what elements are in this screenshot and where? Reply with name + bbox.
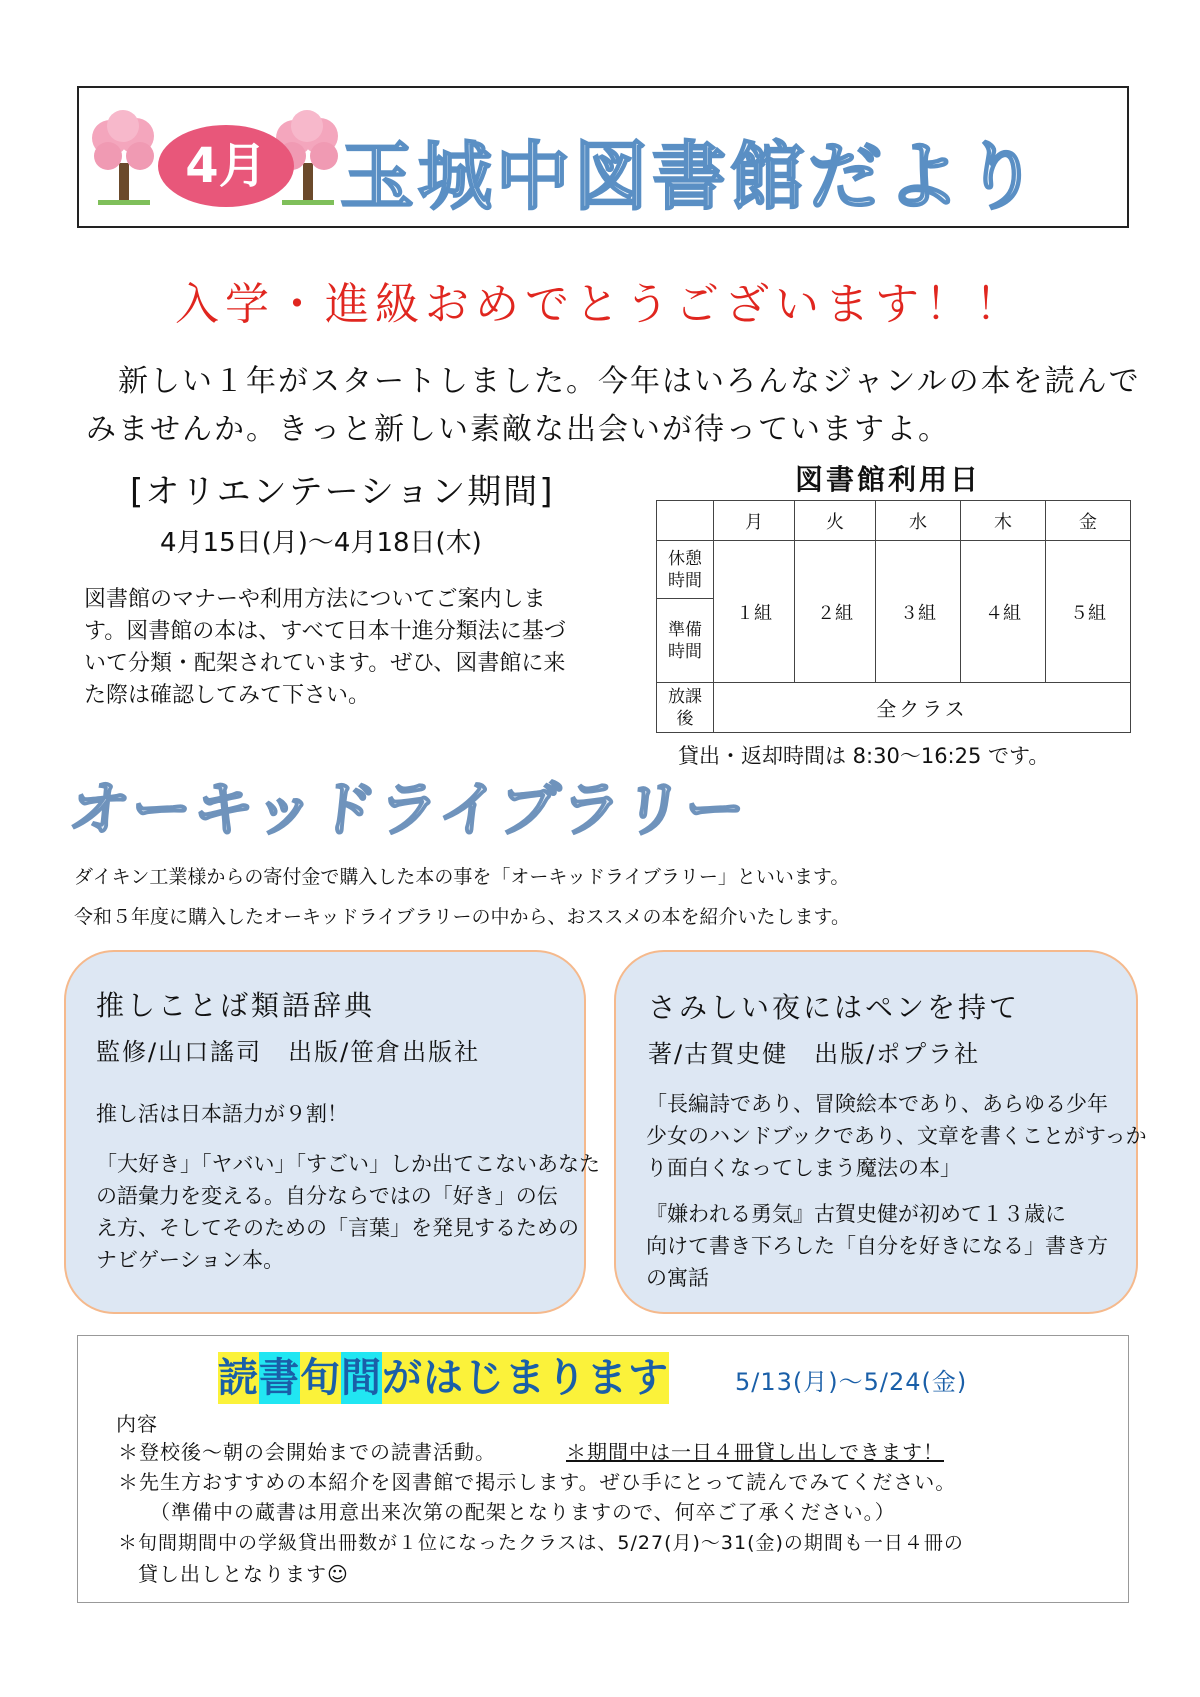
orchid-description: ダイキン工業様からの寄付金で購入した本の事を「オーキッドライブラリー」といいます。 [74,866,850,888]
reading-detail: ＊登校後～朝の会開始までの読書活動。 [118,1440,496,1464]
orientation-text: 図書館のマナーや利用方法についてご案内しま [84,587,546,612]
class-cell: ３組 [876,541,961,683]
day-header: 火 [795,501,876,541]
reading-detail: （準備中の蔵書は用意出来次第の配架となりますので、何卒ご了承ください。） [150,1500,896,1524]
book-text: 『嫌われる勇気』古賀史健が初めて１３歳に [646,1202,1066,1226]
orientation-date: 4月15日(月)～4月18日(木) [160,528,482,558]
newsletter-title: 玉城中図書館だより [340,134,1042,220]
day-header: 金 [1046,501,1131,541]
class-cell: １組 [714,541,795,683]
intro-line: 新しい１年がスタートしました。今年はいろんなジャンルの本を読んで [118,364,1141,399]
title-char: 読 [218,1352,259,1404]
book-text: ナビゲーション本。 [96,1248,285,1272]
row-label-after: 放課 後 [657,683,714,733]
book-title: さみしい夜にはペンを持て [648,991,1021,1024]
library-days-title: 図書館利用日 [795,463,982,496]
title-rest: がはじまります [382,1352,669,1404]
orientation-text: す。図書館の本は、すべて日本十進分類法に基づ [84,619,566,644]
day-header: 木 [961,501,1046,541]
congrats-heading: 入学・進級おめでとうございます！！ [175,279,1025,330]
book-text: 向けて書き下ろした「自分を好きになる」書き方 [646,1234,1108,1258]
reading-week-period: 5/13(月)～5/24(金) [735,1368,968,1396]
intro-line: みませんか。きっと新しい素敵な出会いが待っていますよ。 [86,412,950,447]
day-header: 月 [714,501,795,541]
cherry-tree-icon [88,108,160,208]
book-title: 推しことば類語辞典 [96,989,376,1022]
book-text: 少女のハンドブックであり、文章を書くことがすっか [646,1124,1147,1148]
title-char: 書 [259,1352,300,1404]
class-cell: ４組 [961,541,1046,683]
class-cell: ５組 [1046,541,1131,683]
row-label-prep: 準備 時間 [657,599,714,683]
book-text: え方、そしてそのための「言葉」を発見するための [96,1216,579,1240]
month-label: 4月 [185,138,267,194]
orchid-library-title: オーキッドライブラリー [65,775,751,845]
book-text: り面白くなってしまう魔法の本」 [646,1156,961,1180]
book-text: 「長編詩であり、冒険絵本であり、あらゆる少年 [646,1092,1108,1116]
book-credits: 監修/山口謠司 出版/笹倉出版社 [96,1038,481,1066]
reading-detail: ＊旬間期間中の学級貸出冊数が１位になったクラスは、5/27(月)～31(金)の期間も一日４冊の [118,1532,964,1554]
after-school-cell: 全クラス [714,683,1131,733]
book-text: 推し活は日本語力が９割！ [96,1102,348,1126]
book-text: の語彙力を変える。自分ならではの「好き」の伝 [96,1184,558,1208]
row-label-rest: 休憩 時間 [657,541,714,599]
day-header: 水 [876,501,961,541]
book-text: の寓話 [646,1266,709,1290]
orientation-text: いて分類・配架されています。ぜひ、図書館に来 [84,651,566,676]
reading-week-title [218,1352,669,1404]
library-days-table [656,500,1131,733]
reading-detail: ＊先生方おすすめの本紹介を図書館で掲示します。ぜひ手にとって読んでみてください。 [118,1470,957,1494]
orchid-description: 令和５年度に購入したオーキッドライブラリーの中から、おススメの本を紹介いたします。 [74,906,850,928]
reading-detail: 貸し出しとなります☺ [138,1562,349,1586]
book-credits: 著/古賀史健 出版/ポプラ社 [648,1040,981,1068]
orientation-text: た際は確認してみて下さい。 [84,683,371,708]
reading-detail: ＊期間中は一日４冊貸し出しできます！ [566,1440,944,1464]
class-cell: ２組 [795,541,876,683]
lending-hours-note: 貸出・返却時間は 8:30～16:25 です。 [678,744,1050,768]
title-char: 間 [341,1352,382,1404]
book-text: 「大好き」「ヤバい」「すごい」しか出てこないあなた [96,1152,600,1176]
contents-heading: 内容 [116,1412,158,1436]
orientation-title: [オリエンテーション期間] [130,472,555,512]
title-char: 旬 [300,1352,341,1404]
table-corner [657,501,714,541]
